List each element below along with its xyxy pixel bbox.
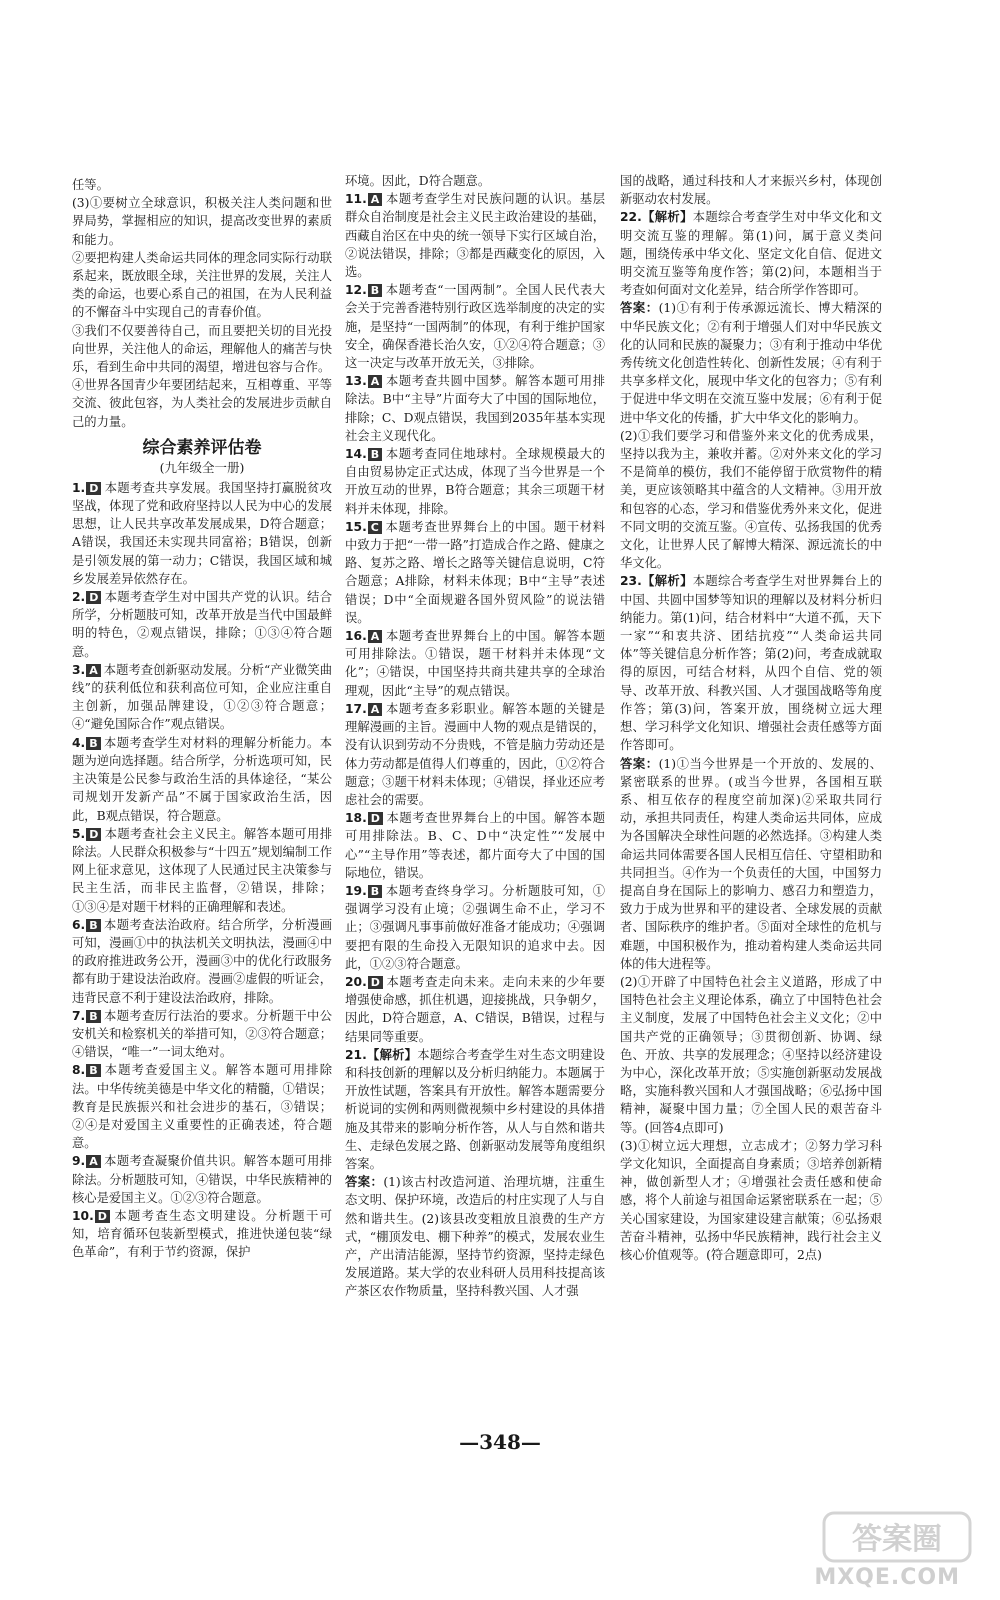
answer-badge: A xyxy=(86,1155,101,1168)
item-number: 6. xyxy=(72,917,86,932)
item-text: 本题考查爱国主义。解答本题可用排除法。中华传统美德是中华文化的精髓，①错误；教育是民族振兴和社会进步的基石，③错误；②④是对爱国主义重要性的正确表述，符合题意。 xyxy=(72,1063,332,1151)
item-text: 本题考查同住地球村。全球规模最大的自由贸易协定正式达成，体现了当今世界是一个开放互动的世界，B符合题意；其余三项题干材料并未体现，排除。 xyxy=(345,447,605,516)
analysis-item xyxy=(620,208,882,299)
item-text: 本题考查走向未来。走向未来的少年要增强使命感，抓住机遇，迎接挑战，只争朝夕，因此，D符合题意，A、C错误，B错误，过程与结果同等重要。 xyxy=(345,974,605,1044)
analysis-tag: 【解析】 xyxy=(366,1047,418,1062)
answer-badge: B xyxy=(368,448,382,461)
answer-item xyxy=(72,734,332,825)
item-number: 2. xyxy=(72,590,86,605)
answer-item xyxy=(72,479,332,588)
item-number: 8. xyxy=(72,1063,86,1078)
item-number: 12. xyxy=(345,283,367,298)
item-text: 本题考查共享发展。我国坚持打赢脱贫攻坚战，体现了党和政府坚持以人民为中心的发展思想，让人民共享改革发展成果，D符合题意；A错误，我国还未实现共同富裕；B错误，创新是引领发展的第一动力；C错误，我国区域和城乡发展差异依然存在。 xyxy=(72,480,332,586)
intro-para-3: ②要把构建人类命运共同体的理念同实际行动联系起来，既放眼全球，关注世界的发展，关注人类的命运，也要心系自己的祖国，在为人民利益的不懈奋斗中实现自己的青春价值。 xyxy=(72,250,332,320)
answer-text: (1)该古村改造河道、治理坑塘，注重生态文明、保护环境，改造后的村庄实现了人与自然和谐共生。(2)该县改变粗放且浪费的生产方式，“棚顶发电、棚下种养”的模式，发展农业生产，产出清洁能源，坚持节约资源，坚持走绿色发展道路。某大学的农业科研人员用科技提高该产茶区农作物质量，坚持科教兴国、人才强 xyxy=(345,1175,605,1299)
item-number: 20. xyxy=(345,974,367,989)
answer-text-2: (2)①开辟了中国特色社会主义道路，形成了中国特色社会主义理论体系，确立了中国特色社会主义制度，发展了中国特色社会主义文化；②中国共产党的正确领导；③贯彻创新、协调、绿色、开放、共享的发展理念；④坚持以经济建设为中心，深化改革开放；⑤实施创新驱动发展战略，实施科教兴国和人才强国战略；⑥弘扬中国精神，凝聚中国力量；⑦全国人民的艰苦奋斗等。(回答4点即可) xyxy=(620,974,882,1135)
item-number: 11. xyxy=(345,192,367,207)
answer-item xyxy=(345,190,605,281)
continued-text: 国的战略，通过科技和人才来振兴乡村，体现创新驱动农村发展。 xyxy=(620,174,882,207)
answer-item xyxy=(345,372,605,445)
intro-para-4: ③我们不仅要善待自己，而且要把关切的目光投向世界，关注他人的命运，理解他人的痛苦与快乐，看到生命中共同的渴望，增进包容与合作。 xyxy=(72,323,332,375)
analysis-tag: 【解析】 xyxy=(641,210,693,225)
answer-item xyxy=(345,518,605,627)
answer-badge: C xyxy=(368,521,382,534)
answer-badge: B xyxy=(86,1010,100,1023)
answer-item xyxy=(72,1061,332,1152)
answer-text: (1)①有利于传承源远流长、博大精深的中华民族文化；②有利于增强人们对中华民族文化的认同和民族的凝聚力；③有利于推动中华优秀传统文化创造性转化、创新性发展；④有利于共享多样文化，展现中华文化的包容力；⑤有利于促进中华文明在交流互鉴中发展；⑥有利于促进中华文化的传播，扩大中华文化的影响力。 xyxy=(620,301,882,425)
item-number: 7. xyxy=(72,1008,86,1023)
answer-item xyxy=(72,916,332,1007)
analysis-item xyxy=(345,1046,605,1173)
item-text: 本题考查世界舞台上的中国。解答本题可用排除法。B、C、D中“决定性”“发展中心”“主导作用”等表述，都片面夸大了中国的国际地位，错误。 xyxy=(345,811,605,880)
item-number: 18. xyxy=(345,811,367,826)
answer-item xyxy=(345,445,605,518)
answer-badge: D xyxy=(86,482,101,495)
intro-para-1: 任等。 xyxy=(72,178,109,192)
answer-badge: A xyxy=(368,703,383,716)
answer-item xyxy=(72,1007,332,1062)
answer-block xyxy=(345,1173,605,1300)
item-number: 15. xyxy=(345,519,367,534)
section-title: 综合素养评估卷 xyxy=(142,437,262,458)
analysis-tag: 【解析】 xyxy=(641,574,693,589)
answer-badge: A xyxy=(368,193,383,206)
analysis-text: 本题综合考查学生对世界舞台上的中国、共圆中国梦等知识的理解以及材料分析归纳能力。第(1)问，结合材料中“大道不孤，天下一家”“和衷共济、团结抗疫”“人类命运共同体”等关键信息分析作答；第(2)问，考查成就取得的原因，可结合材料，从四个自信、党的领导、改革开放、科教兴国、人才强国战略等角度作答；第(3)问，答案开放，围绕树立远大理想、学习科学文化知识、增强社会责任感等方面作答即可。 xyxy=(620,574,882,753)
item-text: 本题考查多彩职业。解答本题的关键是理解漫画的主旨。漫画中人物的观点是错误的，没有认识到劳动不分贵贱，不管是脑力劳动还是体力劳动都是值得人们尊重的，因此，①②符合题意；③题干材料未体现；④错误，择业还应考虑社会的需要。 xyxy=(345,701,605,807)
item-text: 本题考查学生对民族问题的认识。基层群众自治制度是社会主义民主政治建设的基础，西藏自治区在中央的统一领导下实行区域自治，②说法错误，排除；③都是西藏变化的原因，入选。 xyxy=(345,192,605,280)
item-text: 本题考查学生对中国共产党的认识。结合所学，分析题肢可知，改革开放是当代中国最鲜明的特色，②观点错误，排除；①③④符合题意。 xyxy=(72,590,332,659)
answer-badge: D xyxy=(95,1210,110,1223)
answer-item xyxy=(345,809,605,882)
item-text: 本题考查社会主义民主。解答本题可用排除法。人民群众积极参与“十四五”规划编制工作网上征求意见，这体现了人民通过民主决策参与民主生活，而非民主监督，②错误，排除；①③④是对题干材料的正确理解和表述。 xyxy=(72,826,332,914)
column-middle xyxy=(345,172,605,1301)
answer-badge: D xyxy=(86,828,101,841)
item-text: 本题考查创新驱动发展。分析“产业微笑曲线”的获利低位和获利高位可知，企业应注重自主创新，加强品牌建设，①②③符合题意；④“避免国际合作”观点错误。 xyxy=(72,662,332,732)
answer-item xyxy=(345,281,605,372)
answer-item xyxy=(345,700,605,809)
answer-text: (1)①当今世界是一个开放的、发展的、紧密联系的世界。(或当今世界，各国相互联系、相互依存的程度空前加深)②采取共同行动，承担共同责任，构建人类命运共同体，应成为各国解决全球性问题的必然选择。③构建人类命运共同体需要各国人民相互信任、守望相助和共同担当。④作为一个负责任的大国，中国努力提高自身在国际上的影响力、感召力和塑造力，致力于成为世界和平的建设者、全球发展的贡献者、国际秩序的维护者。⑤面对全球性的危机与难题，中国积极作为，推动着构建人类命运共同体的伟大进程等。 xyxy=(620,756,882,971)
item-number: 4. xyxy=(72,735,86,750)
item-text: 本题考查“一国两制”。全国人民代表大会关于完善香港特别行政区选举制度的决定的实施，是坚持“一国两制”的体现，有利于维护国家安全，确保香港长治久安，①②④符合题意；③这一决定与改革开放无关，③排除。 xyxy=(345,283,605,371)
answer-badge: A xyxy=(86,664,101,677)
item-number: 21. xyxy=(345,1047,367,1062)
column-left xyxy=(72,176,332,1262)
item-number: 1. xyxy=(72,480,86,495)
item-text: 本题考查世界舞台上的中国。题干材料中致力于把“一带一路”打造成合作之路、健康之路、复苏之路、增长之路等关键信息说明，C符合题意；A排除，材料未体现；B中“主导”表述错误；D中“全面规避各国外贸风险”的说法错误。 xyxy=(345,519,605,625)
answer-item xyxy=(72,588,332,661)
answer-item xyxy=(72,1152,332,1207)
answer-item xyxy=(345,627,605,700)
item-number: 22. xyxy=(620,210,642,225)
answer-text-2: (2)①我们要学习和借鉴外来文化的优秀成果，坚持以我为主，兼收并蓄。②对外来文化的学习不是简单的模仿，我们不能停留于欣赏物件的精美，更应该领略其中蕴含的人文精神。③用开放和包容的心态，学习和借鉴优秀外来文化，促进不同文明的交流互鉴。④宣传、弘扬我国的优秀文化，让世界人民了解博大精深、源远流长的中华文化。 xyxy=(620,428,882,571)
continued-text: 环境。因此，D符合题意。 xyxy=(345,174,491,188)
item-text: 本题考查终身学习。分析题肢可知，①强调学习没有止境；②强调生命不止，学习不止；③强调凡事事前做好准备才能成功；④强调要把有限的生命投入无限知识的追求中去。因此，①②③符合题意。 xyxy=(345,883,605,971)
answer-badge: B xyxy=(368,885,382,898)
item-text: 本题考查生态文明建设。分析题干可知，培育循环包装新型模式，推进快递包装“绿色革命”，有利于节约资源，保护 xyxy=(72,1208,332,1260)
item-number: 10. xyxy=(72,1208,94,1223)
item-number: 17. xyxy=(345,701,367,716)
item-number: 3. xyxy=(72,662,86,677)
answer-label: 答案： xyxy=(620,756,659,771)
item-number: 9. xyxy=(72,1154,86,1169)
item-number: 5. xyxy=(72,826,86,841)
item-text: 本题考查法治政府。结合所学，分析漫画可知，漫画①中的执法机关文明执法，漫画④中的政府推进政务公开，漫画③中的优化行政服务都有助于建设法治政府。漫画②虚假的听证会，违背民意不利于建设法治政府，排除。 xyxy=(72,917,332,1005)
item-number: 13. xyxy=(345,374,367,389)
item-text: 本题考查世界舞台上的中国。解答本题可用排除法。①错误，题干材料并未体现“文化”；④错误，中国坚持共商共建共享的全球治理观，因此“主导”的观点错误。 xyxy=(345,629,605,698)
intro-para-2: (3)①要树立全球意识，积极关注人类问题和世界局势，掌握相应的知识，提高改变世界的素质和能力。 xyxy=(72,196,332,247)
intro-para-5: ④世界各国青少年要团结起来，互相尊重、平等交流、彼此包容，为人类社会的发展进步贡献自己的力量。 xyxy=(72,378,332,429)
answer-block xyxy=(620,755,882,973)
answer-badge: A xyxy=(368,630,383,643)
page-number: —348— xyxy=(459,1430,541,1454)
answer-badge: D xyxy=(368,812,383,825)
answer-badge: B xyxy=(86,919,100,932)
answer-item xyxy=(345,882,605,973)
item-text: 本题考查凝聚价值共识。解答本题可用排除法。分析题肢可知，④错误，中华民族精神的核心是爱国主义。①②③符合题意。 xyxy=(72,1154,332,1205)
item-number: 16. xyxy=(345,629,367,644)
answer-badge: B xyxy=(368,284,382,297)
item-text: 本题考查共圆中国梦。解答本题可用排除法。B中“主导”片面夸大了中国的国际地位，排除；C、D观点错误，我国到2035年基本实现社会主义现代化。 xyxy=(345,374,605,443)
answer-badge: D xyxy=(86,591,101,604)
answer-badge: D xyxy=(368,976,383,989)
answer-badge: B xyxy=(86,737,100,750)
item-number: 23. xyxy=(620,574,642,589)
watermark-glyphs: 答案圈 xyxy=(852,1522,942,1557)
answer-item xyxy=(72,1207,332,1262)
answer-badge: A xyxy=(368,375,383,388)
analysis-item xyxy=(620,572,882,754)
answer-text-3: (3)①树立远大理想，立志成才；②努力学习科学文化知识，全面提高自身素质；③培养创新精神，做创新型人才；④增强社会责任感和使命感，将个人前途与祖国命运紧密联系在一起；⑤关心国家建设，为国家建设建言献策；⑥弘扬艰苦奋斗精神，弘扬中华民族精神，践行社会主义核心价值观等。(符合题意即可，2点) xyxy=(620,1138,882,1262)
section-subtitle: (九年级全一册) xyxy=(159,459,245,475)
answer-block xyxy=(620,299,882,426)
answer-badge: B xyxy=(86,1064,100,1077)
item-text: 本题考查学生对材料的理解分析能力。本题为逆向选择题。结合所学，分析选项可知，民主决策是公民参与政治生活的具体途径，“某公司规划开发新产品”不属于国家政治生活，因此，B观点错误，符合题意。 xyxy=(72,735,332,823)
item-text: 本题考查厉行法治的要求。分析题干中公安机关和检察机关的举措可知，②③符合题意；④错误，“唯一”一词太绝对。 xyxy=(72,1008,332,1060)
answer-label: 答案： xyxy=(345,1175,384,1190)
answer-label: 答案： xyxy=(620,301,659,316)
answer-item xyxy=(72,825,332,916)
answer-item xyxy=(72,661,332,734)
item-number: 19. xyxy=(345,883,367,898)
analysis-text: 本题综合考查学生对生态文明建设和科技创新的理解以及分析归纳能力。本题属于开放性试题，答案具有开放性。解答本题需要分析说词的实例和两则微视频中乡村建设的具体措施及其带来的影响分析作答，从人与自然和谐共生、走绿色发展之路、创新驱动发展等角度组织答案。 xyxy=(345,1047,605,1171)
item-number: 14. xyxy=(345,447,367,462)
column-right xyxy=(620,172,882,1264)
watermark-text: MXQE.COM xyxy=(814,1565,960,1590)
answer-item xyxy=(345,973,605,1046)
analysis-text: 本题综合考查学生对中华文化和文明交流互鉴的理解。第(1)问，属于意义类问题，围绕传承中华文化、坚定文化自信、促进文明交流互鉴等角度作答；第(2)问，本题相当于考查如何面对文化差异，结合所学作答即可。 xyxy=(620,210,882,298)
